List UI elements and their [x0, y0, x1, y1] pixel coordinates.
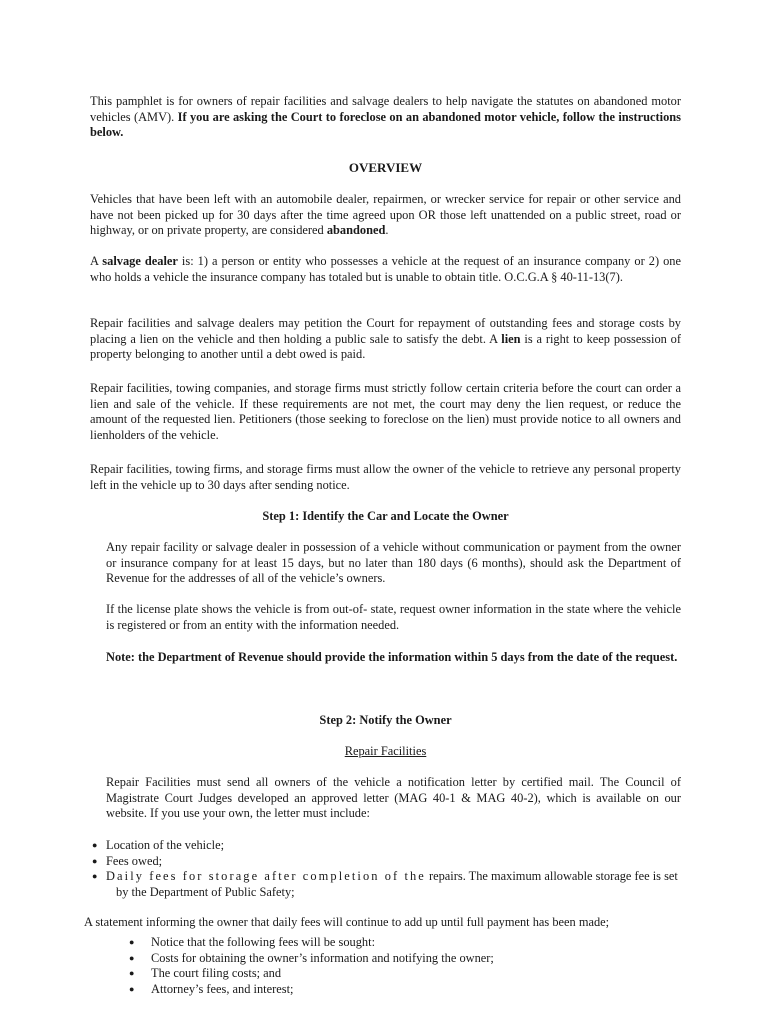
overview-paragraph-salvage-dealer — [90, 254, 681, 285]
list-item — [92, 853, 684, 870]
lien-term: lien — [501, 331, 521, 346]
bullet-icon: ● — [92, 871, 98, 881]
bullet-icon: ● — [129, 937, 135, 947]
step1-heading: Step 1: Identify the Car and Locate the Owner — [262, 509, 509, 523]
daily-fees-rest: repairs. The maximum allowable storage fee is set by the Department of Public Safety; — [116, 869, 678, 899]
overview-paragraph-criteria: Repair facilities, towing companies, and storage firms must strictly follow certain criteria before the court can order a lien and sale of the vehicle. If these requirements are not met, the court may deny the lien request, or reduce the amount of the requested lien. Petitioners (those seeking to foreclose on the lien) must provide notice to all owners and lienholders of the vehicle. — [90, 381, 681, 442]
list-item — [129, 950, 681, 967]
step1-note: Note: the Department of Revenue should provide the information within 5 days from the date of the request. — [106, 650, 678, 664]
statement-line: A statement informing the owner that daily fees will continue to add up until full payment has been made; — [84, 915, 610, 929]
overview-p3-text: Repair facilities and salvage dealers may petition the Court for repayment of outstanding fees and storage costs by placing a lien on the vehicle and then holding a public sale to satisfy the debt. A — [90, 316, 681, 346]
repair-facilities-subheading: Repair Facilities — [344, 744, 427, 758]
list-item — [129, 981, 681, 998]
overview-p2-start: A — [90, 254, 103, 268]
overview-paragraph-lien — [90, 316, 681, 363]
overview-paragraph-personal-property: Repair facilities, towing firms, and storage firms must allow the owner of the vehicle to retrieve any personal property left in the vehicle up to 30 days after sending notice. — [90, 462, 681, 492]
intro-text: This pamphlet is for owners of repair facilities and salvage dealers to help navigate the statutes on abandoned motor vehicles (AMV). — [90, 94, 681, 124]
overview-p1-end: . — [385, 223, 389, 237]
step2-paragraph-notification: Repair Facilities must send all owners of the vehicle a notification letter by certified mail. The Council of Magistrate Court Judges developed an approved letter (MAG 40-1 & MAG 40-2), which is available on our website. If you use your own, the letter must include: — [106, 775, 681, 820]
overview-paragraph-abandoned — [90, 192, 681, 239]
daily-fees-text: Daily fees for storage after completion of the — [106, 869, 426, 883]
salvage-dealer-term: salvage dealer — [102, 254, 178, 268]
fees-sought-list — [129, 935, 681, 997]
bullet-icon: ● — [129, 968, 135, 978]
list-item-text: Costs for obtaining the owner’s information and notifying the owner; — [151, 950, 494, 965]
step1-paragraph-out-of-state: If the license plate shows the vehicle is from out-of- state, request owner information in the state where the vehicle is registered or from an entity with the information needed. — [106, 602, 681, 632]
overview-p2-text: is: 1) a person or entity who possesses a vehicle at the request of an insurance company or 2) one who holds a vehicle the insurance company has totaled but is unable to obtain title. O.C.G.A § 40-11-13(7). — [90, 254, 681, 284]
list-item-text: Attorney’s fees, and interest; — [151, 981, 294, 996]
bullet-icon: ● — [92, 840, 98, 850]
abandoned-term: abandoned — [326, 223, 386, 237]
list-item — [129, 935, 681, 951]
list-item — [92, 838, 684, 854]
list-item-text: Fees owed; — [106, 853, 163, 868]
list-item-text — [106, 869, 684, 900]
list-item-text: Location of the vehicle; — [106, 838, 225, 852]
list-item-text: The court filing costs; and — [151, 966, 282, 980]
list-item-text: Notice that the following fees will be sought: — [151, 935, 376, 949]
step1-paragraph-request: Any repair facility or salvage dealer in possession of a vehicle without communication or payment from the owner or insurance company for at least 15 days, but no later than 180 days (6 months), should ask the Department of Revenue for the addresses of all of the vehicle’s owners. — [106, 540, 681, 585]
bullet-icon: ● — [129, 952, 135, 963]
bullet-icon: ● — [92, 855, 98, 866]
list-item — [129, 966, 681, 982]
overview-p1-text: Vehicles that have been left with an automobile dealer, repairmen, or wrecker service for repair or other service and have not been picked up for 30 days after the time agreed upon OR those left unattended on a public street, road or highway, or on private property, are considered — [90, 192, 681, 237]
step2-heading: Step 2: Notify the Owner — [319, 713, 452, 727]
intro-bold-text: If you are asking the Court to foreclose on an abandoned motor vehicle, follow the instructions below. — [90, 109, 681, 139]
bullet-icon: ● — [129, 983, 135, 994]
overview-heading: OVERVIEW — [348, 160, 423, 175]
letter-requirements-list — [92, 838, 684, 900]
intro-paragraph — [90, 94, 681, 141]
list-item — [92, 869, 684, 900]
overview-p3-end: is a right to keep possession of property belonging to another until a debt owed is paid. — [90, 331, 682, 361]
